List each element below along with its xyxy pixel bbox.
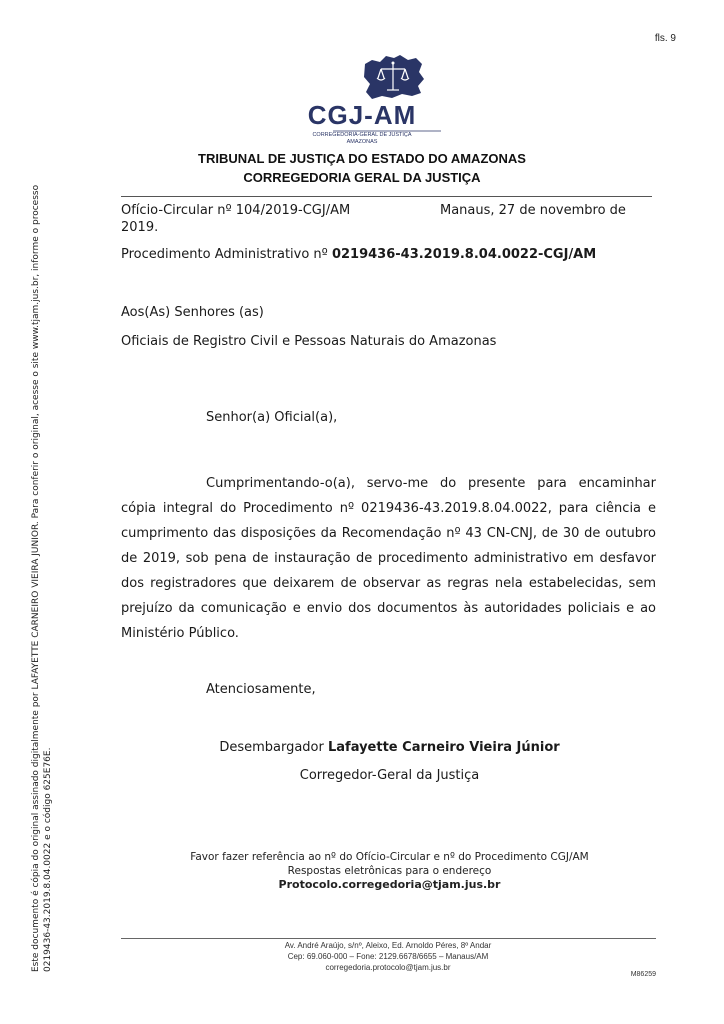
oficio-number: Ofício-Circular nº 104/2019-CGJ/AM <box>121 203 351 218</box>
procedimento-label: Procedimento Administrativo nº <box>121 247 332 262</box>
header-divider <box>121 196 652 197</box>
salutation: Senhor(a) Oficial(a), <box>206 410 338 425</box>
logo-subtitle-line1: CORREGEDORIA-GERAL DE JUSTIÇA <box>312 132 412 138</box>
signature-role: Corregedor-Geral da Justiça <box>299 768 480 783</box>
logo-wordmark: CGJ-AM <box>307 100 417 130</box>
cgj-am-logo <box>0 52 724 148</box>
address-line1: Av. André Araújo, s/nº, Aleixo, Ed. Arnoldo Péres, 8º Andar <box>284 941 492 950</box>
digital-signature-note-line2: 0219436-43.2019.8.04.0022 e o código 625E76E. <box>43 747 53 972</box>
digital-signature-note-line1: Este documento é cópia do original assinado digitalmente por LAFAYETTE CARNEIRO VIEIRA JUNIOR. Para conferir o original, acesse o site www.tjam.jus.br, informe o processo <box>31 184 41 972</box>
body-paragraph <box>121 471 656 646</box>
footer-response-note: Respostas eletrônicas para o endereço <box>287 865 492 877</box>
digital-signature-note <box>30 172 54 972</box>
logo-subtitle-line2: AMAZONAS <box>346 139 378 145</box>
addressee-line1: Aos(As) Senhores (as) <box>121 305 264 320</box>
page-number: fls. 9 <box>654 33 676 44</box>
header-tribunal: TRIBUNAL DE JUSTIÇA DO ESTADO DO AMAZONAS <box>198 151 526 166</box>
header-corregedoria: CORREGEDORIA GERAL DA JUSTIÇA <box>243 170 481 185</box>
logo-subtitle <box>0 132 724 146</box>
addressee-line2: Oficiais de Registro Civil e Pessoas Naturais do Amazonas <box>121 334 497 349</box>
footer-divider <box>121 938 656 939</box>
address-email: corregedoria.protocolo@tjam.jus.br <box>325 963 451 972</box>
footer-email: Protocolo.corregedoria@tjam.jus.br <box>278 878 501 891</box>
oficio-year: 2019. <box>121 220 159 235</box>
signature-line <box>0 739 724 757</box>
closing: Atenciosamente, <box>206 682 316 697</box>
body-paragraph-text: Cumprimentando-o(a), servo-me do presente para encaminhar cópia integral do Procedimento nº 0219436-43.2019.8.04.0022, para ciência e cumprimento das disposições da Recomendação nº 43 CN-CNJ, de 30 de outubro de 2019, sob pena de instauração de procedimento administrativo em desfavor dos registradores que deixarem de observar as regras nela estabelecidas, sem prejuízo da comunicação e envio dos documentos às autoridades policiais e ao Ministério Público. <box>121 476 656 641</box>
procedimento-number: 0219436-43.2019.8.04.0022-CGJ/AM <box>331 247 597 262</box>
procedimento-line <box>121 246 596 264</box>
oficio-date: Manaus, 27 de novembro de <box>440 203 626 218</box>
signature-title: Desembargador <box>219 740 328 755</box>
signature-name: Lafayette Carneiro Vieira Júnior <box>328 740 560 755</box>
address-line2: Cep: 69.060-000 – Fone: 2129.6678/6655 – Manaus/AM <box>287 952 489 961</box>
footer-reference-note: Favor fazer referência ao nº do Ofício-Circular e nº do Procedimento CGJ/AM <box>190 851 589 863</box>
document-code: M86259 <box>630 971 656 978</box>
